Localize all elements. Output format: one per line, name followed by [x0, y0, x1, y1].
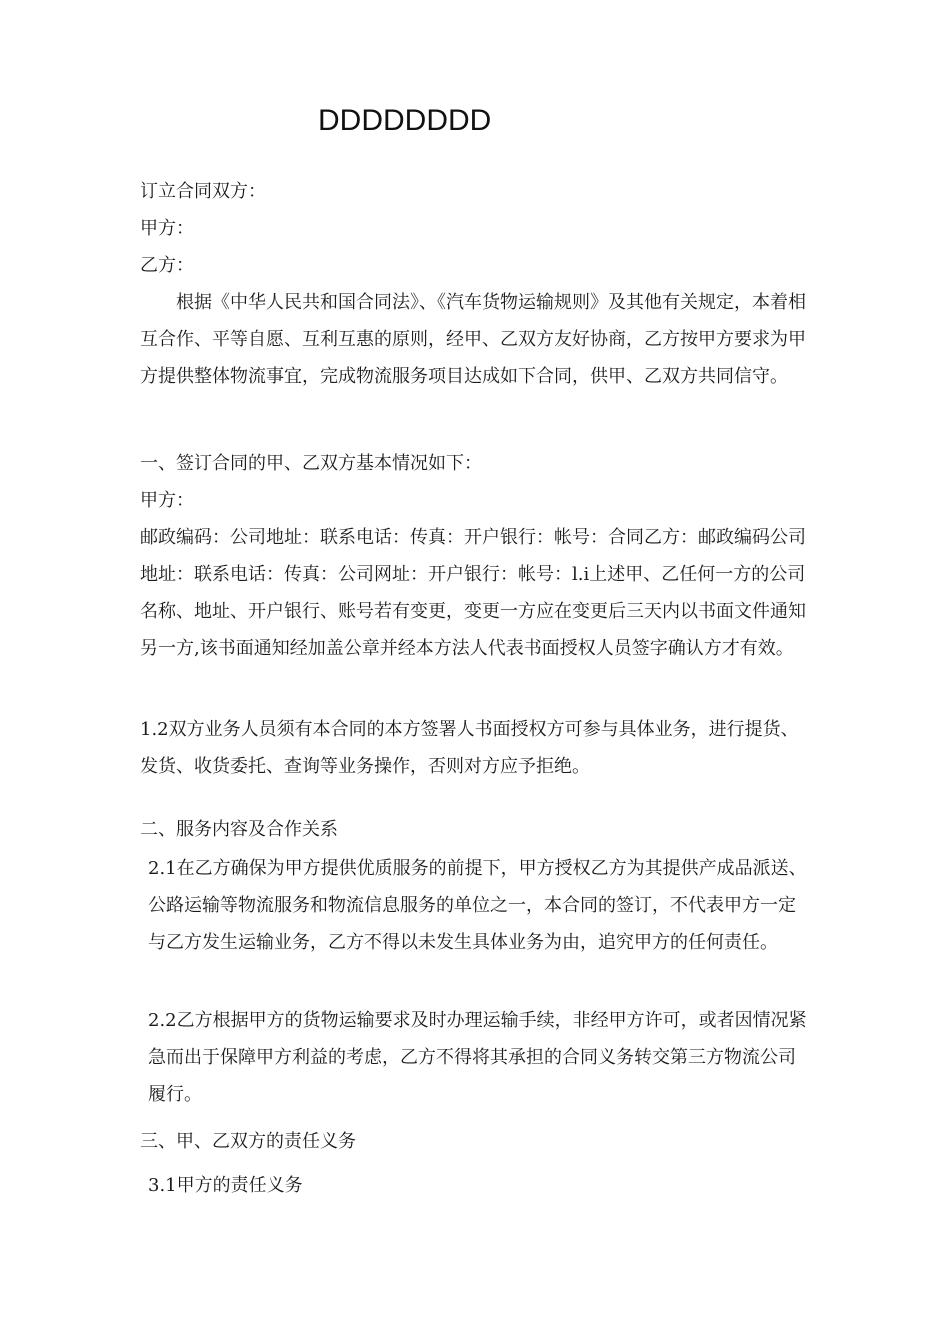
section-1-party-a: 甲方：	[140, 490, 194, 511]
clause-3-1-heading: 3.1甲方的责任义务	[148, 1175, 303, 1196]
section-1-heading: 一、签订合同的甲、乙双方基本情况如下：	[140, 453, 482, 474]
clause-2-2-paragraph: 2.2乙方根据甲方的货物运输要求及时办理运输手续，非经甲方许可，或者因情况紧急而出于保障甲方利益的考虑，乙方不得将其承担的合同义务转交第三方物流公司履行。	[148, 1010, 807, 1105]
clause-2-1-paragraph: 2.1在乙方确保为甲方提供优质服务的前提下，甲方授权乙方为其提供产成品派送、公路运输等物流服务和物流信息服务的单位之一，本合同的签订，不代表甲方一定与乙方发生运输业务，乙方不得以未发生具体业务为由，追究甲方的任何责任。	[148, 858, 807, 953]
parties-heading: 订立合同双方：	[140, 181, 266, 202]
section-1-details-paragraph: 邮政编码：公司地址：联系电话：传真：开户银行：帐号：合同乙方：邮政编码公司地址：联系电话：传真：公司网址：开户银行：帐号：l.i上述甲、乙任何一方的公司名称、地址、开户银行、账号若有变更，变更一方应在变更后三天内以书面文件通知另一方,该书面通知经加盖公章并经本方法人代表书面授权人员签字确认方才有效。	[140, 527, 806, 659]
clause-1-2-paragraph: 1.2双方业务人员须有本合同的本方签署人书面授权方可参与具体业务，进行提货、发货、收货委托、查询等业务操作，否则对方应予拒绝。	[140, 719, 799, 777]
preamble-paragraph: 根据《中华人民共和国合同法》、《汽车货物运输规则》及其他有关规定，本着相互合作、平等自愿、互利互惠的原则，经甲、乙双方友好协商，乙方按甲方要求为甲方提供整体物流事宜，完成物流服务项目达成如下合同，供甲、乙双方共同信守。	[140, 292, 806, 387]
document-title: DDDDDDDD	[318, 104, 492, 137]
party-b-label: 乙方：	[140, 255, 194, 276]
party-a-label: 甲方：	[140, 218, 194, 239]
section-3-heading: 三、甲、乙双方的责任义务	[140, 1131, 356, 1152]
section-2-heading: 二、服务内容及合作关系	[140, 819, 338, 840]
